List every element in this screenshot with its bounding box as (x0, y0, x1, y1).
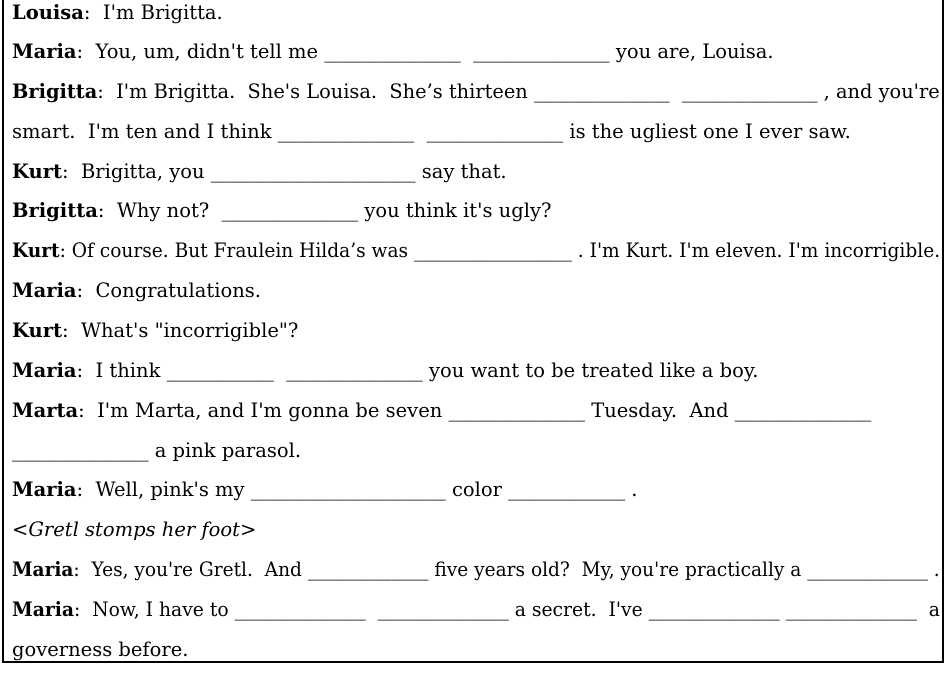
dialogue-line-4 (12, 118, 851, 146)
speaker-name: Maria (12, 558, 74, 581)
speaker-name: Kurt (12, 160, 62, 183)
line-text: governess before. (12, 638, 189, 661)
speaker-name: Maria (12, 40, 77, 63)
stage-direction (12, 516, 256, 544)
speaker-name: Maria (12, 279, 77, 302)
speaker-name: Louisa (12, 1, 84, 24)
speaker-name: Brigitta (12, 199, 98, 222)
dialogue-line-12 (12, 437, 301, 465)
dialogue-line-13 (12, 476, 638, 504)
dialogue-line-3 (12, 78, 940, 106)
line-text: : You, um, didn't tell me ______________ ______________ you are, Louisa. (76, 40, 774, 63)
dialogue-line-7 (12, 237, 940, 265)
line-text: smart. I'm ten and I think ______________ ______________ is the ugliest one I ever saw. (12, 120, 851, 143)
line-text: : Well, pink's my ____________________ color ____________ . (76, 478, 638, 501)
line-text: : Congratulations. (76, 279, 261, 302)
stage-direction-text: <Gretl stomps her foot> (12, 518, 257, 541)
dialogue-line-16 (12, 596, 940, 624)
worksheet-frame (2, 0, 944, 663)
dialogue-line-9 (12, 317, 298, 345)
line-text: : I'm Marta, and I'm gonna be seven ______________ Tuesday. And ______________ (78, 399, 872, 422)
speaker-name: Maria (12, 359, 77, 382)
dialogue-line-11 (12, 397, 871, 425)
speaker-name: Maria (12, 598, 75, 621)
dialogue-line-10 (12, 357, 758, 385)
dialogue-line-17 (12, 636, 188, 664)
speaker-name: Brigitta (12, 80, 98, 103)
line-text: : Yes, you're Gretl. And _____________ five years old? My, you're practically a _____________ . (73, 558, 940, 581)
speaker-name: Kurt (12, 319, 62, 342)
speaker-name: Kurt (12, 239, 60, 262)
line-text: ______________ a pink parasol. (12, 439, 302, 462)
line-text: : I'm Brigitta. (83, 1, 223, 24)
dialogue-line-15 (12, 556, 940, 584)
dialogue-line-6 (12, 197, 551, 225)
line-text: : I think ___________ ______________ you want to be treated like a boy. (76, 359, 759, 382)
dialogue-line-8 (12, 277, 261, 305)
line-text: : Why not? ______________ you think it's ugly? (97, 199, 552, 222)
dialogue-line-5 (12, 158, 507, 186)
line-text: : I'm Brigitta. She's Louisa. She’s thirteen ______________ ______________ , and you're (97, 80, 940, 103)
speaker-name: Marta (12, 399, 79, 422)
speaker-name: Maria (12, 478, 77, 501)
line-text: : Brigitta, you _____________________ say that. (61, 160, 507, 183)
dialogue-line-2 (12, 38, 774, 66)
line-text: : What's "incorrigible"? (61, 319, 299, 342)
line-text: : Of course. But Fraulein Hilda’s was _________________ . I'm Kurt. I'm eleven. I'm incorrigible. (59, 239, 941, 262)
line-text: : Now, I have to ______________ ______________ a secret. I've ______________ ______________ a (74, 598, 940, 621)
dialogue-line-1 (12, 0, 223, 27)
